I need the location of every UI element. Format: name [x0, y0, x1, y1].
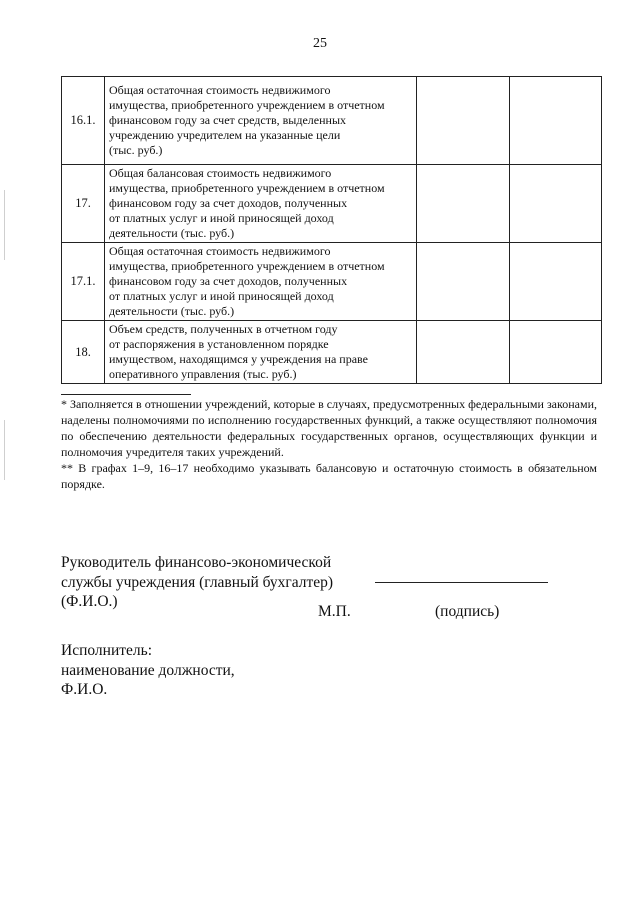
- footnote-separator: [61, 394, 191, 395]
- report-table-body: [62, 77, 602, 384]
- row-value-cell: [510, 77, 602, 165]
- row-number: 17.1.: [62, 243, 105, 321]
- stamp-label: М.П.: [318, 603, 351, 620]
- footnote-1: * Заполняется в отношении учреждений, которые в случаях, предусмотренных федеральными законами, наделены полномочиями по исполнению государственных функций, а также осуществляют полномочия по обеспечению деятельности федеральных государственных органов, осуществляющих функции и полномочия учредителя таких учреждений.: [61, 397, 597, 459]
- footnotes: [61, 396, 597, 492]
- signature-caption: (подпись): [435, 603, 500, 620]
- row-value-cell: [510, 243, 602, 321]
- executor-position: наименование должности,: [61, 661, 235, 679]
- table-row: [62, 321, 602, 384]
- executor-label: Исполнитель:: [61, 642, 153, 659]
- signature-title-line1: Руководитель финансово-экономической: [61, 554, 332, 571]
- row-description: Общая остаточная стоимость недвижимого имущества, приобретенного учреждением в отчетном финансовом году за счет средств, выделенных учреждению учредителем на указанные цели (тыс. руб.): [105, 77, 417, 165]
- page-number: 25: [313, 36, 327, 51]
- table-row: [62, 77, 602, 165]
- executor-name: Ф.И.О.: [61, 681, 108, 698]
- row-number: 17.: [62, 165, 105, 243]
- table-row: [62, 243, 602, 321]
- signature-title-line2: службы учреждения (главный бухгалтер): [61, 573, 334, 591]
- report-table: [61, 76, 602, 384]
- executor-block: [61, 641, 235, 700]
- signature-line: [375, 582, 548, 583]
- row-value-cell: [417, 77, 510, 165]
- row-number: 16.1.: [62, 77, 105, 165]
- signature-block: [61, 553, 361, 612]
- scan-edge-mark: [4, 420, 5, 480]
- row-description: Объем средств, полученных в отчетном году от распоряжения в установленном порядке имуществом, находящимся у учреждения на праве оперативного управления (тыс. руб.): [105, 321, 417, 384]
- row-value-cell: [417, 321, 510, 384]
- scan-edge-mark: [4, 190, 5, 260]
- footnote-2: ** В графах 1–9, 16–17 необходимо указывать балансовую и остаточную стоимость в обязательном порядке.: [61, 461, 597, 491]
- row-number: 18.: [62, 321, 105, 384]
- table-row: [62, 165, 602, 243]
- row-description: Общая балансовая стоимость недвижимого имущества, приобретенного учреждением в отчетном финансовом году за счет доходов, полученных от платных услуг и иной приносящей доход деятельности (тыс. руб.): [105, 165, 417, 243]
- row-value-cell: [417, 243, 510, 321]
- signature-name-placeholder: (Ф.И.О.): [61, 593, 118, 610]
- row-value-cell: [510, 165, 602, 243]
- row-description: Общая остаточная стоимость недвижимого имущества, приобретенного учреждением в отчетном финансовом году за счет доходов, полученных от платных услуг и иной приносящей доход деятельности (тыс. руб.): [105, 243, 417, 321]
- row-value-cell: [510, 321, 602, 384]
- row-value-cell: [417, 165, 510, 243]
